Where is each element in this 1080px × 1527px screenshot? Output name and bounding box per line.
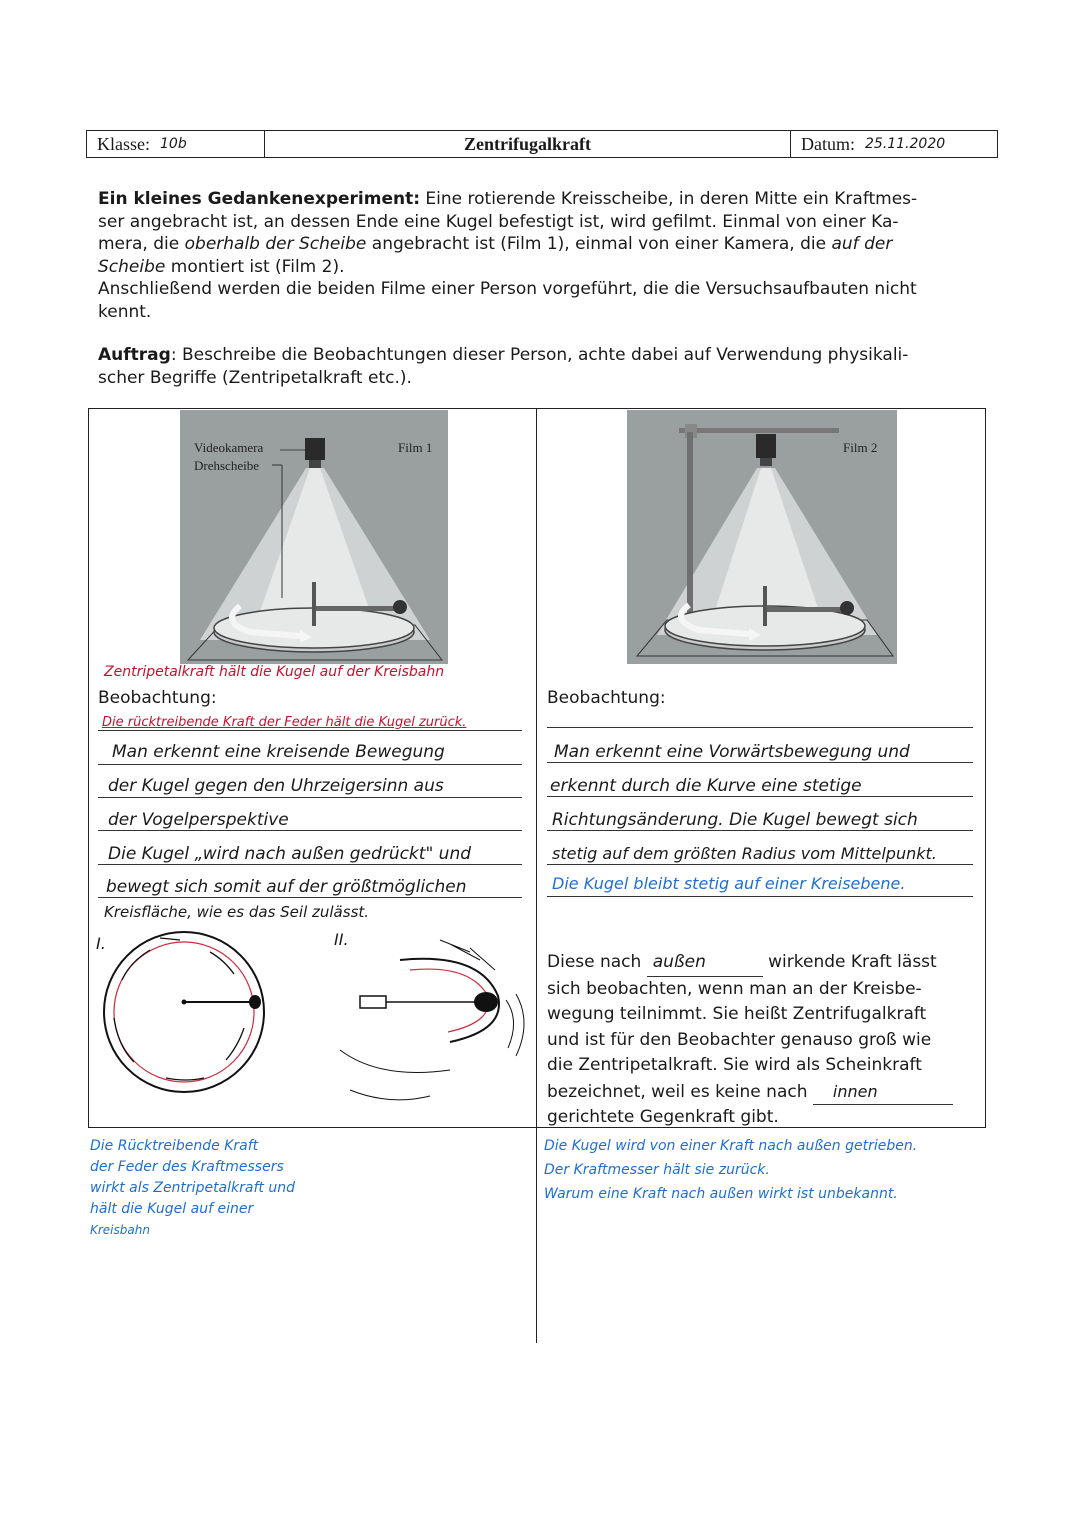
sketch-circle-motion — [100, 928, 280, 1098]
right-answer-line-3: Richtungsänderung. Die Kugel bewegt sich — [552, 810, 918, 830]
klasse-label: Klasse: — [97, 133, 150, 154]
right-answer-line-1: Man erkennt eine Vorwärtsbewegung und — [554, 742, 910, 762]
datum-label: Datum: — [801, 133, 855, 154]
cloze-fill-aussen: außen — [647, 950, 763, 977]
label-drehscheibe: Drehscheibe — [194, 458, 259, 473]
cloze-line-2: sich beobachten, wenn man an der Kreisbe- — [547, 978, 922, 999]
auftrag-paragraph — [98, 344, 983, 389]
left-beobachtung-label: Beobachtung: — [98, 688, 217, 708]
cloze-line-4: und ist für den Beobachter genauso groß wie — [547, 1029, 932, 1050]
intro-line-5: Anschließend werden die beiden Filme einer Person vorgeführt, die die Versuchsaufbauten nicht — [98, 279, 917, 299]
intro-line-1: Eine rotierende Kreisscheibe, in deren Mitte ein Kraftmes- — [420, 189, 918, 209]
right-rule-5 — [547, 896, 973, 897]
intro-line-3b: angebracht ist (Film 1), einmal von einer Kamera, die — [366, 234, 832, 254]
cloze-line-7: gerichtete Gegenkraft gibt. — [547, 1107, 779, 1127]
intro-line-3a: mera, die — [98, 234, 185, 254]
auftrag-lead: Auftrag — [98, 345, 171, 365]
left-answer-line-3: der Vogelperspektive — [108, 810, 289, 830]
right-blue-note-line-1: Die Kugel wird von einer Kraft nach außen getrieben. — [544, 1138, 918, 1154]
left-blue-note-line-3: wirkt als Zentripetalkraft und — [90, 1180, 295, 1196]
left-answer-line-2: der Kugel gegen den Uhrzeigersinn aus — [108, 776, 444, 796]
right-rule-0 — [547, 727, 973, 728]
sketch-label-1: I. — [96, 934, 106, 953]
left-red-note: Zentripetalkraft hält die Kugel auf der Kreisbahn — [104, 664, 445, 680]
right-blue-note — [544, 1134, 917, 1206]
sketch-label-2: II. — [334, 930, 349, 949]
right-answer-line-4: stetig auf dem größten Radius vom Mittelpunkt. — [552, 844, 937, 863]
cloze-line-5: die Zentripetalkraft. Sie wird als Scheinkraft — [547, 1055, 922, 1075]
left-answer-line-4: Die Kugel „wird nach außen gedrückt" und — [108, 844, 472, 864]
figure-film-2 — [627, 410, 897, 664]
label-film-1: Film 1 — [398, 440, 433, 455]
right-blue-note-line-2: Der Kraftmesser hält sie zurück. — [544, 1162, 770, 1178]
cloze-line-1b: wirkende Kraft lässt — [768, 952, 937, 972]
left-blue-note-line-2: der Feder des Kraftmessers — [90, 1159, 284, 1175]
left-blue-note-line-1: Die Rücktreibende Kraft — [90, 1138, 259, 1154]
intro-line-2: ser angebracht ist, an dessen Ende eine Kugel befestigt ist, wird gefilmt. Einmal von einer Ka- — [98, 211, 899, 232]
right-rule-4 — [547, 864, 973, 865]
right-rule-3 — [547, 830, 973, 831]
page-title: Zentrifugalkraft — [265, 131, 791, 157]
header-table — [86, 130, 998, 158]
right-cloze-paragraph — [547, 950, 977, 1131]
cloze-fill-innen: innen — [813, 1079, 953, 1106]
left-rule-1 — [98, 764, 522, 765]
cloze-line-1a: Diese nach — [547, 952, 642, 972]
left-answer-line-1: Man erkennt eine kreisende Bewegung — [112, 742, 445, 762]
intro-lead: Ein kleines Gedankenexperiment: — [98, 189, 421, 209]
left-blue-note — [90, 1136, 295, 1241]
label-film-2: Film 2 — [843, 440, 878, 455]
intro-line-3-italic-2: auf der — [831, 234, 893, 254]
auftrag-line-2: scher Begriffe (Zentripetalkraft etc.). — [98, 367, 412, 388]
left-rule-4 — [98, 864, 522, 865]
right-blue-note-line-3: Warum eine Kraft nach außen wirkt ist unbekannt. — [544, 1186, 898, 1202]
left-red-line: Die rücktreibende Kraft der Feder hält die Kugel zurück. — [102, 715, 467, 730]
right-answer-line-2: erkennt durch die Kurve eine stetige — [550, 776, 862, 796]
label-videokamera: Videokamera — [194, 440, 264, 455]
film-2-illustration — [627, 410, 897, 664]
left-rule-2 — [98, 797, 522, 798]
intro-line-3-italic: oberhalb der Scheibe — [184, 234, 367, 254]
datum-cell — [791, 131, 997, 157]
left-answer-line-6: Kreisfläche, wie es das Seil zulässt. — [104, 903, 370, 921]
left-rule-5 — [98, 897, 522, 898]
right-beobachtung-label: Beobachtung: — [547, 688, 666, 708]
klasse-value: 10b — [160, 136, 187, 152]
left-answer-line-5: bewegt sich somit auf der größtmöglichen — [106, 877, 467, 897]
klasse-cell — [87, 131, 265, 157]
sketch-rotating-frame — [320, 930, 535, 1110]
datum-value: 25.11.2020 — [865, 136, 946, 152]
figure-film-1 — [180, 410, 448, 664]
right-rule-2 — [547, 796, 973, 797]
auftrag-line-1: : Beschreibe die Beobachtungen dieser Person, achte dabei auf Verwendung physikali- — [170, 345, 909, 365]
intro-line-4: montiert ist (Film 2). — [165, 256, 345, 277]
left-blue-note-line-4: hält die Kugel auf einer — [90, 1201, 254, 1217]
intro-line-4-italic: Scheibe — [98, 256, 166, 277]
right-blue-line: Die Kugel bleibt stetig auf einer Kreisebene. — [552, 874, 906, 893]
film-1-illustration — [180, 410, 448, 664]
left-rule-0 — [98, 730, 522, 731]
cloze-line-3: wegung teilnimmt. Sie heißt Zentrifugalkraft — [547, 1004, 927, 1024]
right-rule-1 — [547, 762, 973, 763]
intro-line-6: kennt. — [98, 301, 152, 322]
intro-paragraph — [98, 188, 983, 323]
column-divider — [536, 408, 537, 1343]
left-rule-3 — [98, 830, 522, 831]
cloze-line-6a: bezeichnet, weil es keine nach — [547, 1081, 808, 1102]
left-blue-note-line-5: Kreisbahn — [90, 1223, 150, 1237]
